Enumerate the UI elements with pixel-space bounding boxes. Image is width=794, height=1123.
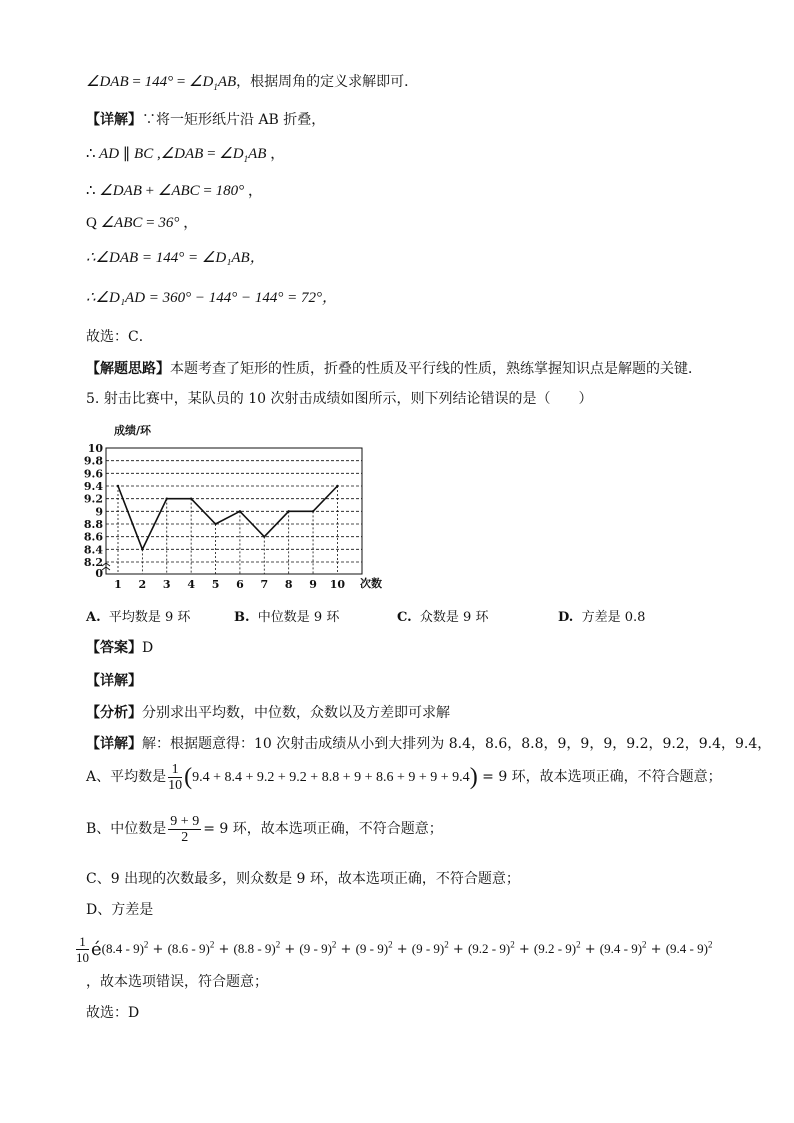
y-tick-label: 9.2: [84, 492, 103, 506]
fraction: $\frac{1}{10}$: [76, 934, 89, 966]
fraction: $\frac{1}{10}$: [168, 761, 183, 793]
option-c[interactable]: C. 众数是 9 环: [397, 610, 489, 625]
y-axis-label: 成绩/环: [114, 424, 152, 437]
item-d-text: D、方差是: [86, 902, 154, 918]
y-tick-label: 10: [87, 442, 103, 455]
chart-marks: [117, 485, 339, 551]
line-text: ，根据周角的定义求解即可．: [236, 74, 419, 90]
x-tick-label: 2: [138, 578, 147, 591]
data-point: [166, 497, 168, 499]
analysis-tag: 【分析】: [86, 705, 142, 721]
item-b-prefix: B、中位数是: [86, 821, 167, 837]
option-d[interactable]: D. 方差是 0.8: [558, 610, 646, 625]
x-tick-label: 1: [114, 578, 122, 591]
data-point: [312, 510, 314, 512]
math-expr: ∴∠D₁AD = 360° − 144° − 144° = 72°，: [86, 290, 338, 306]
variance-term: (8.6 - 9)$^2$: [167, 940, 215, 957]
y-tick-label: 0: [95, 567, 103, 580]
analysis-line: [86, 703, 450, 723]
answer-value: D: [142, 640, 154, 656]
chart-ticks: [84, 442, 345, 591]
score-line-chart: [84, 422, 394, 600]
x-tick-label: 7: [260, 578, 269, 591]
item-a-prefix: A、平均数是: [86, 769, 167, 785]
y-tick-label: 8.8: [84, 518, 103, 531]
chart-grid: [102, 448, 362, 574]
math-expr: ∴ AD ∥ BC ,∠DAB = $\angle D_1AB$ ，: [86, 146, 286, 164]
solution-line-7: [86, 288, 337, 308]
plus-sign: +: [646, 942, 666, 958]
math-expr: ∴∠DAB = 144° = ∠D₁AB，: [86, 250, 265, 266]
variance-term: (9.2 - 9)$^2$: [533, 940, 581, 957]
plus-sign: +: [448, 942, 468, 958]
question-5: [86, 389, 593, 409]
variance-terms: [102, 942, 713, 957]
variance-term: (9.4 - 9)$^2$: [599, 940, 647, 957]
sum-expr: 9.4 + 8.4 + 9.2 + 9.2 + 8.8 + 9 + 8.6 + 9 + 9 + 9.4: [192, 770, 470, 785]
x-tick-label: 6: [236, 578, 244, 591]
x-tick-label: 9: [309, 578, 317, 591]
math-expr: ∠DAB = $144^\circ = \angle D_1AB$: [86, 74, 237, 92]
detail-tag: 【详解】: [86, 736, 142, 752]
solution-line-6: [86, 248, 265, 268]
answer-line: [86, 638, 153, 658]
variance-end-text: ，故本选项错误，符合题意；: [86, 974, 268, 990]
data-point: [190, 497, 192, 499]
detail-tag: 【详解】: [86, 112, 142, 128]
item-b-line: [86, 812, 443, 846]
thinking-tag: 【解题思路】: [86, 361, 170, 377]
variance-term: (8.4 - 9)$^2$: [101, 940, 149, 957]
item-c-line: [86, 869, 520, 889]
solution-line-3: [86, 144, 285, 169]
detail-line: [86, 734, 771, 754]
x-tick-label: 4: [187, 578, 195, 591]
question-text: 5. 射击比赛中，某队员的 10 次射击成绩如图所示，则下列结论错误的是（ ）: [86, 391, 593, 407]
item-c-text: C、9 出现的次数最多，则众数是 9 环，故本选项正确，不符合题意；: [86, 871, 520, 887]
x-tick-label: 8: [284, 578, 293, 591]
variance-term: (8.8 - 9)$^2$: [233, 940, 281, 957]
item-b-suffix: = 9 环，故本选项正确，不符合题意；: [203, 821, 443, 837]
data-point: [239, 510, 241, 512]
variance-term: (9 - 9)$^2$: [355, 940, 393, 957]
answer-tag: 【答案】: [86, 640, 142, 656]
x-tick-label: 5: [211, 578, 220, 591]
math-expr: Q ∠ABC = 36° ，: [86, 215, 199, 231]
solution-line-9: [86, 359, 702, 379]
plus-sign: +: [280, 942, 300, 958]
fraction: $\frac{9 + 9}{2}$: [170, 813, 200, 845]
variance-term: (9.4 - 9)$^2$: [665, 940, 713, 957]
option-b[interactable]: B. 中位数是 9 环: [234, 610, 340, 625]
line-text: 故选：C．: [86, 329, 153, 345]
plus-sign: +: [148, 942, 168, 958]
item-a-line: A、平均数是 $\frac{1}{10}$ (9.4 + 8.4 + 9.2 + 9.2 + 8.8 + 9 + 8.6 + 9 + 9 + 9.4) = 9 环，故本选项正确，不符合题意；: [86, 761, 722, 793]
y-tick-label: 9.8: [84, 454, 103, 468]
y-tick-label: 9: [95, 505, 103, 519]
solution-line-2: [86, 110, 325, 130]
analysis-text: 分别求出平均数，中位数，众数以及方差即可求解: [142, 705, 450, 721]
plus-sign: +: [336, 942, 356, 958]
line-text: 本题考查了矩形的性质，折叠的性质及平行线的性质，熟练掌握知识点是解题的关键．: [170, 361, 702, 377]
item-d-line: [86, 900, 153, 920]
x-axis-label: 次数: [360, 577, 382, 590]
detail-tag: 【详解】: [86, 673, 142, 689]
solution-line-5: [86, 213, 198, 233]
solution-line-4: [86, 181, 263, 201]
data-point: [336, 485, 338, 487]
solution-line-8: [86, 327, 153, 347]
y-tick-label: 9.6: [84, 467, 103, 481]
x-tick-label: 10: [329, 578, 346, 591]
solution-line-1: [86, 72, 418, 97]
final-text: 故选：D: [86, 1005, 140, 1021]
data-point: [141, 548, 143, 550]
variance-term: (9 - 9)$^2$: [411, 940, 449, 957]
option-a[interactable]: A. 平均数是 9 环: [86, 610, 191, 625]
options-row: [86, 606, 706, 626]
detail-text: 解：根据题意得：10 次射击成绩从小到大排列为 8.4，8.6，8.8，9，9，9，9.2，9.2，9.4，9.4，: [142, 736, 772, 752]
variance-expr: $\frac{1}{10}$ é(8.4 - 9)$^2$ + (8.6 - 9)$^2$ + (8.8 - 9)$^2$ + (9 - 9)$^2$ + (9 - 9)$^2$ + (9 - 9)$^2$ + (9.2 - 9)$^2$ + (9.2 - 9)$^2$ + (9.4 - 9)$^2$ + (9.4 - 9)$^2$: [76, 934, 713, 966]
data-point: [214, 523, 216, 525]
plus-sign: +: [580, 942, 600, 958]
y-tick-label: 8.2: [84, 556, 103, 569]
y-tick-label: 9.4: [84, 480, 103, 493]
item-a-suffix: = 9 环，故本选项正确，不符合题意；: [482, 769, 722, 785]
line-text: ∵将一矩形纸片沿 AB 折叠，: [142, 112, 326, 128]
data-point: [117, 485, 119, 487]
x-tick-label: 3: [162, 578, 171, 591]
data-point: [263, 535, 265, 537]
y-tick-label: 8.4: [84, 543, 103, 557]
math-expr: ∴ ∠DAB + ∠ABC = 180° ，: [86, 183, 263, 199]
variance-end-line: [86, 972, 268, 992]
series-line: [118, 486, 337, 549]
plus-sign: +: [214, 942, 234, 958]
detail-heading: [86, 671, 142, 691]
variance-term: (9 - 9)$^2$: [299, 940, 337, 957]
data-point: [287, 510, 289, 512]
final-line: [86, 1003, 139, 1023]
variance-term: (9.2 - 9)$^2$: [467, 940, 515, 957]
y-tick-label: 8.6: [84, 530, 103, 544]
plus-sign: +: [392, 942, 412, 958]
plus-sign: +: [514, 942, 534, 958]
